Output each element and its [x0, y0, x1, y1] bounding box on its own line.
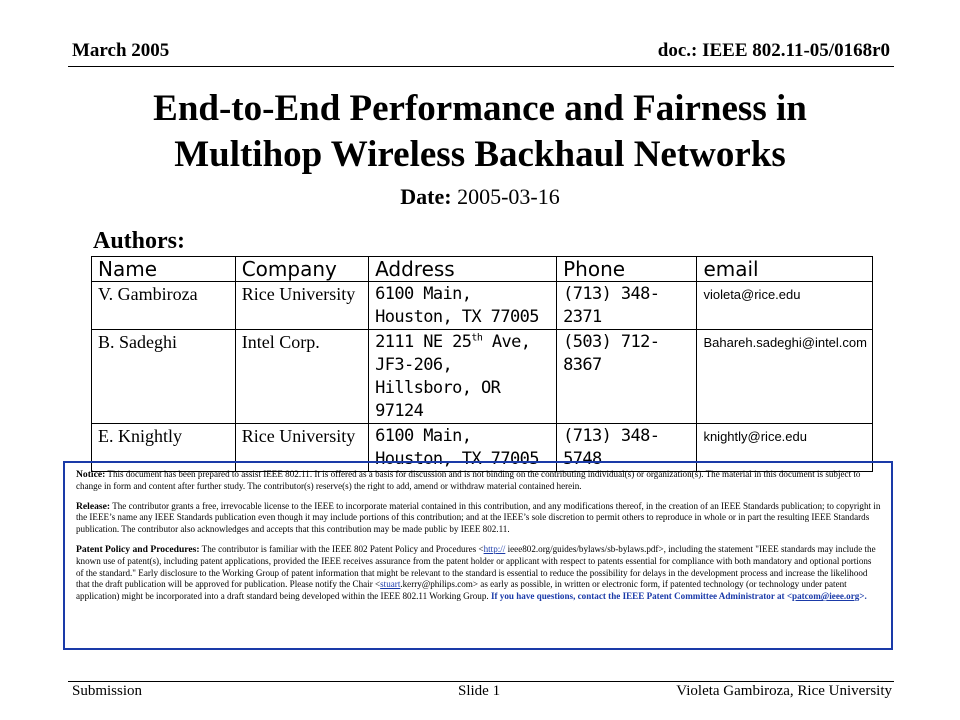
release-paragraph: [76, 501, 881, 536]
patent-contact-end: >.: [859, 591, 867, 602]
header-date: March 2005: [72, 40, 170, 61]
notice-text: This document has been prepared to assist IEEE 802.11. It is offered as a basis for discussion and is not binding on the contributing individual(s) or organization(s). The material in this document is subject to change in form and content after further study. The contributor(s) reserve(s) the right to add, amend or withdraw material contained herein.: [76, 469, 861, 491]
release-text: The contributor grants a free, irrevocable license to the IEEE to incorporate material contained in this contribution, and any modifications thereof, in the creation of an IEEE Standards publication; to copyright in the IEEE’s name any IEEE Standards publication even though it may include portions of this contribution; and at the IEEE’s sole discretion to permit others to reproduce in whole or in part the resulting IEEE Standards publication. The contributor also acknowledges and accepts that this contribution may be made public by IEEE 802.11.: [76, 500, 881, 535]
notice-box: [63, 461, 893, 650]
page-title: [60, 86, 900, 178]
patent-text: The contributor is familiar with the IEEE 802 Patent Policy and Procedures <: [199, 543, 484, 554]
notice-label: Notice:: [76, 469, 106, 480]
date-line: [0, 184, 960, 210]
header-doc-id: doc.: IEEE 802.11-05/0168r0: [657, 40, 890, 61]
address-line: 6100 Main,: [375, 426, 472, 446]
patent-paragraph: [76, 544, 881, 603]
author-name: B. Sadeghi: [92, 330, 236, 424]
author-phone: (713) 348-5748: [557, 424, 697, 472]
author-email[interactable]: violeta@rice.edu: [697, 282, 873, 330]
author-name: E. Knightly: [92, 424, 236, 472]
column-header: Company: [235, 257, 368, 282]
notice-paragraph: [76, 469, 881, 493]
chair-email-link[interactable]: stuart: [380, 579, 401, 590]
address-text: 2111 NE 25: [375, 332, 472, 352]
patent-text: ieee802.org/guides/bylaws/sb-bylaws.pdf>, including the statement "IEEE standards may include the known use of patent(s), including patent applications, provided the IEEE receives assurance from the patent holder or applicant with respect to patents essential for compliance with both mandatory and optional portions of the standard." Early disclosure to the Working Group of patent information that might be relevant to the standard is essential to reduce the possibility for delays in the development process and increase the likelihood that the draft publication will be approved for publication. Please notify the Chair <: [76, 543, 876, 590]
author-phone: (503) 712-8367: [557, 330, 697, 424]
footer-rule: [68, 681, 894, 682]
address-line: Houston, TX 77005: [375, 307, 539, 327]
address-line: [375, 331, 551, 354]
patent-text: .kerry@philips.com> as early as possible, in written or electronic form, if patented technology (or technology under patent application) might be incorporated into a draft standard being developed within the IEEE 802.11 Working Group.: [76, 579, 847, 602]
author-address: [369, 282, 557, 330]
release-label: Release:: [76, 500, 111, 512]
patcom-email-link[interactable]: patcom@ieee.org: [792, 591, 860, 602]
author-phone: (713) 348-2371: [557, 282, 697, 330]
author-name: V. Gambiroza: [92, 282, 236, 330]
column-header: Name: [92, 257, 236, 282]
patent-label: Patent Policy and Procedures:: [76, 543, 200, 555]
column-header: email: [697, 257, 873, 282]
title-line-1: End-to-End Performance and Fairness in: [153, 88, 807, 129]
title-line-2: Multihop Wireless Backhaul Networks: [174, 134, 786, 175]
bylaws-link[interactable]: http://: [483, 543, 506, 554]
footer-author: Violeta Gambiroza, Rice University: [676, 683, 892, 699]
address-line: Houston, TX 77005: [375, 449, 539, 469]
date-value: 2005-03-16: [457, 184, 560, 209]
author-address: [369, 330, 557, 424]
table-row: [92, 330, 873, 424]
author-company: Rice University: [235, 282, 368, 330]
address-line: 6100 Main,: [375, 284, 472, 304]
authors-table: [91, 256, 873, 472]
ordinal-suffix: th: [471, 332, 483, 344]
footer-submission: Submission: [72, 683, 143, 699]
footer-slide-number: Slide 1: [458, 683, 501, 699]
authors-label: Authors:: [93, 228, 186, 254]
table-row: [92, 282, 873, 330]
column-header: Address: [369, 257, 557, 282]
author-email[interactable]: Bahareh.sadeghi@intel.com: [697, 330, 873, 424]
table-header-row: [92, 257, 873, 282]
address-text: Ave,: [482, 332, 531, 352]
address-line: JF3-206,: [375, 355, 453, 375]
header-rule: [68, 66, 894, 67]
date-label: Date:: [400, 184, 452, 209]
column-header: Phone: [557, 257, 697, 282]
patent-contact-text: If you have questions, contact the IEEE Patent Committee Administrator at <: [490, 591, 793, 602]
author-email[interactable]: knightly@rice.edu: [697, 424, 873, 472]
address-line: Hillsboro, OR 97124: [375, 378, 501, 421]
author-company: Intel Corp.: [235, 330, 368, 424]
author-company: Rice University: [235, 424, 368, 472]
